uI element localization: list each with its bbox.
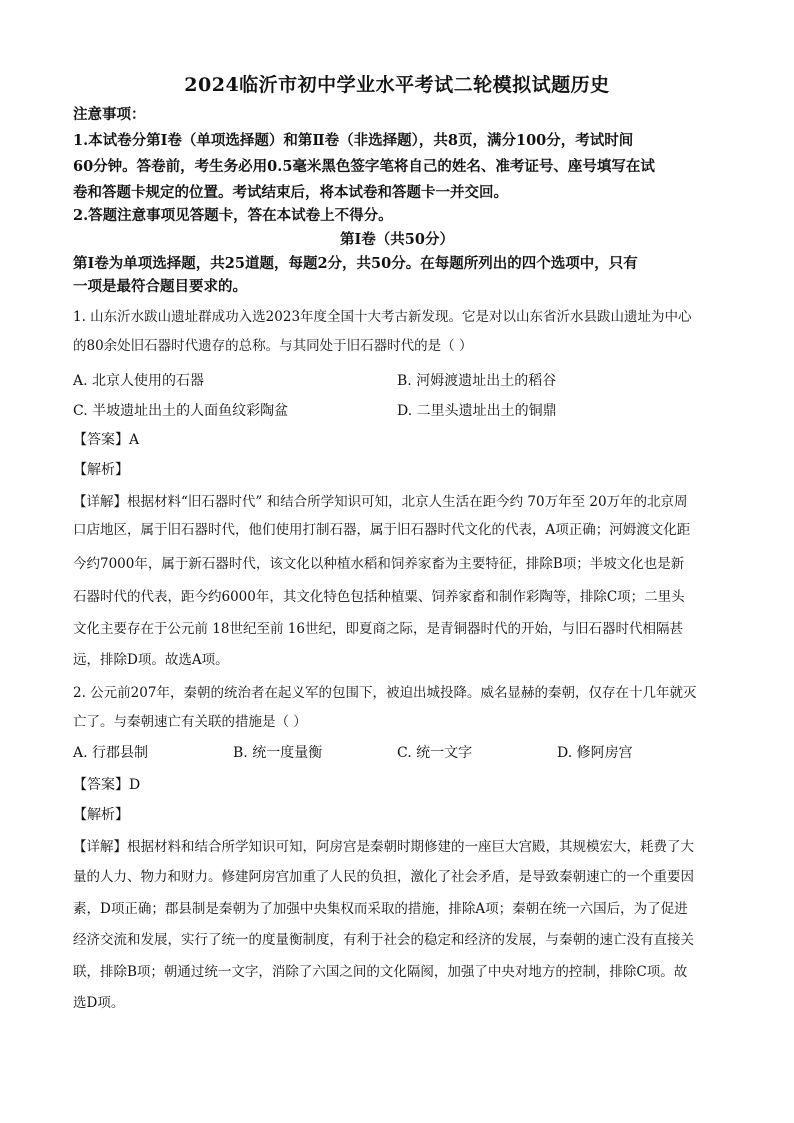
q1-detail-line: 口店地区，属于旧石器时代，他们使用打制石器，属于旧石器时代文化的代表，A项正确；河姆渡文化距 <box>73 522 691 538</box>
question-1-stem: 的80余处旧石器时代遗存的总称。与其同处于旧石器时代的是（ ） <box>73 338 473 354</box>
notice-line: 卷和答题卡规定的位置。考试结束后，将本试卷和答题卡一并交回。 <box>73 184 508 201</box>
q2-option-b: B. 统一度量衡 <box>233 745 323 761</box>
q2-analysis-label: 【解析】 <box>73 807 129 823</box>
q2-option-d: D. 修阿房宫 <box>557 745 633 761</box>
q2-detail-line: 选D项。 <box>73 995 125 1011</box>
q1-option-c: C. 半坡遗址出土的人面鱼纹彩陶盆 <box>73 403 289 419</box>
q1-detail-line: 远，排除D项。故选A项。 <box>73 652 229 668</box>
notice-line: 1.本试卷分第Ⅰ卷（单项选择题）和第Ⅱ卷（非选择题），共8页，满分100分，考试时间 <box>73 132 634 149</box>
q1-option-d: D. 二里头遗址出土的铜鼎 <box>397 403 557 419</box>
q2-detail-line: 素，D项正确；郡县制是秦朝为了加强中央集权而采取的措施，排除A项；秦朝在统一六国后，为了促进 <box>73 901 688 917</box>
question-2-stem: 亡了。与秦朝速亡有关联的措施是（ ） <box>73 714 307 730</box>
q2-answer: 【答案】D <box>73 777 141 793</box>
q2-option-a: A. 行郡县制 <box>73 745 149 761</box>
q1-detail-line: 今约7000年，属于新石器时代，该文化以种植水稻和饲养家畜为主要特征，排除B项；半坡文化也是新 <box>73 556 685 572</box>
question-2-stem: 2. 公元前207年，秦朝的统治者在起义军的包围下，被迫出城投降。威名显赫的秦朝，仅存在十几年就灭 <box>73 685 697 701</box>
section-intro-line: 一项是最符合题目要求的。 <box>73 278 247 295</box>
q1-option-b: B. 河姆渡遗址出土的稻谷 <box>397 373 557 389</box>
q2-detail-line: 【详解】根据材料和结合所学知识可知，阿房宫是秦朝时期修建的一座巨大宫殿，其规模宏大，耗费了大 <box>73 839 694 855</box>
q1-analysis-label: 【解析】 <box>73 462 129 478</box>
notice-line: 2.答题注意事项见答题卡，答在本试卷上不得分。 <box>73 207 393 224</box>
notice-line: 60分钟。答卷前，考生务必用0.5毫米黑色签字笔将自己的姓名、准考证号、座号填写在试 <box>73 158 655 175</box>
page-title: 2024临沂市初中学业水平考试二轮模拟试题历史 <box>184 74 610 96</box>
q1-detail-line: 文化主要存在于公元前 18世纪至前 16世纪，即夏商之际，是青铜器时代的开始，与旧石器时代相隔甚 <box>73 621 683 637</box>
q2-detail-line: 经济交流和发展，实行了统一的度量衡制度，有利于社会的稳定和经济的发展，与秦朝的速亡没有直接关 <box>73 932 694 948</box>
notice-heading: 注意事项： <box>73 106 146 123</box>
q2-detail-line: 联，排除B项；朝通过统一文字，消除了六国之间的文化隔阂，加强了中央对地方的控制，排除C项。故 <box>73 964 688 980</box>
q1-detail-line: 【详解】根据材料“旧石器时代” 和结合所学知识可知，北京人生活在距今约 70万年至 20万年的北京周 <box>73 494 688 510</box>
q1-option-a: A. 北京人使用的石器 <box>73 373 205 389</box>
question-1-stem: 1. 山东沂水跋山遗址群成功入选2023年度全国十大考古新发现。它是对以山东省沂水县跋山遗址为中心 <box>73 309 692 325</box>
q2-option-c: C. 统一文字 <box>397 745 473 761</box>
section-title: 第Ⅰ卷（共50分） <box>340 231 454 248</box>
q1-answer: 【答案】A <box>73 432 140 448</box>
section-intro-line: 第Ⅰ卷为单项选择题，共25道题，每题2分，共50分。在每题所列出的四个选项中，只有 <box>73 255 638 272</box>
q2-detail-line: 量的人力、物力和财力。修建阿房宫加重了人民的负担，激化了社会矛盾，是导致秦朝速亡的一个重要因 <box>73 869 694 885</box>
q1-detail-line: 石器时代的代表，距今约6000年，其文化特色包括种植粟、饲养家畜和制作彩陶等，排除C项；二里头 <box>73 589 685 605</box>
